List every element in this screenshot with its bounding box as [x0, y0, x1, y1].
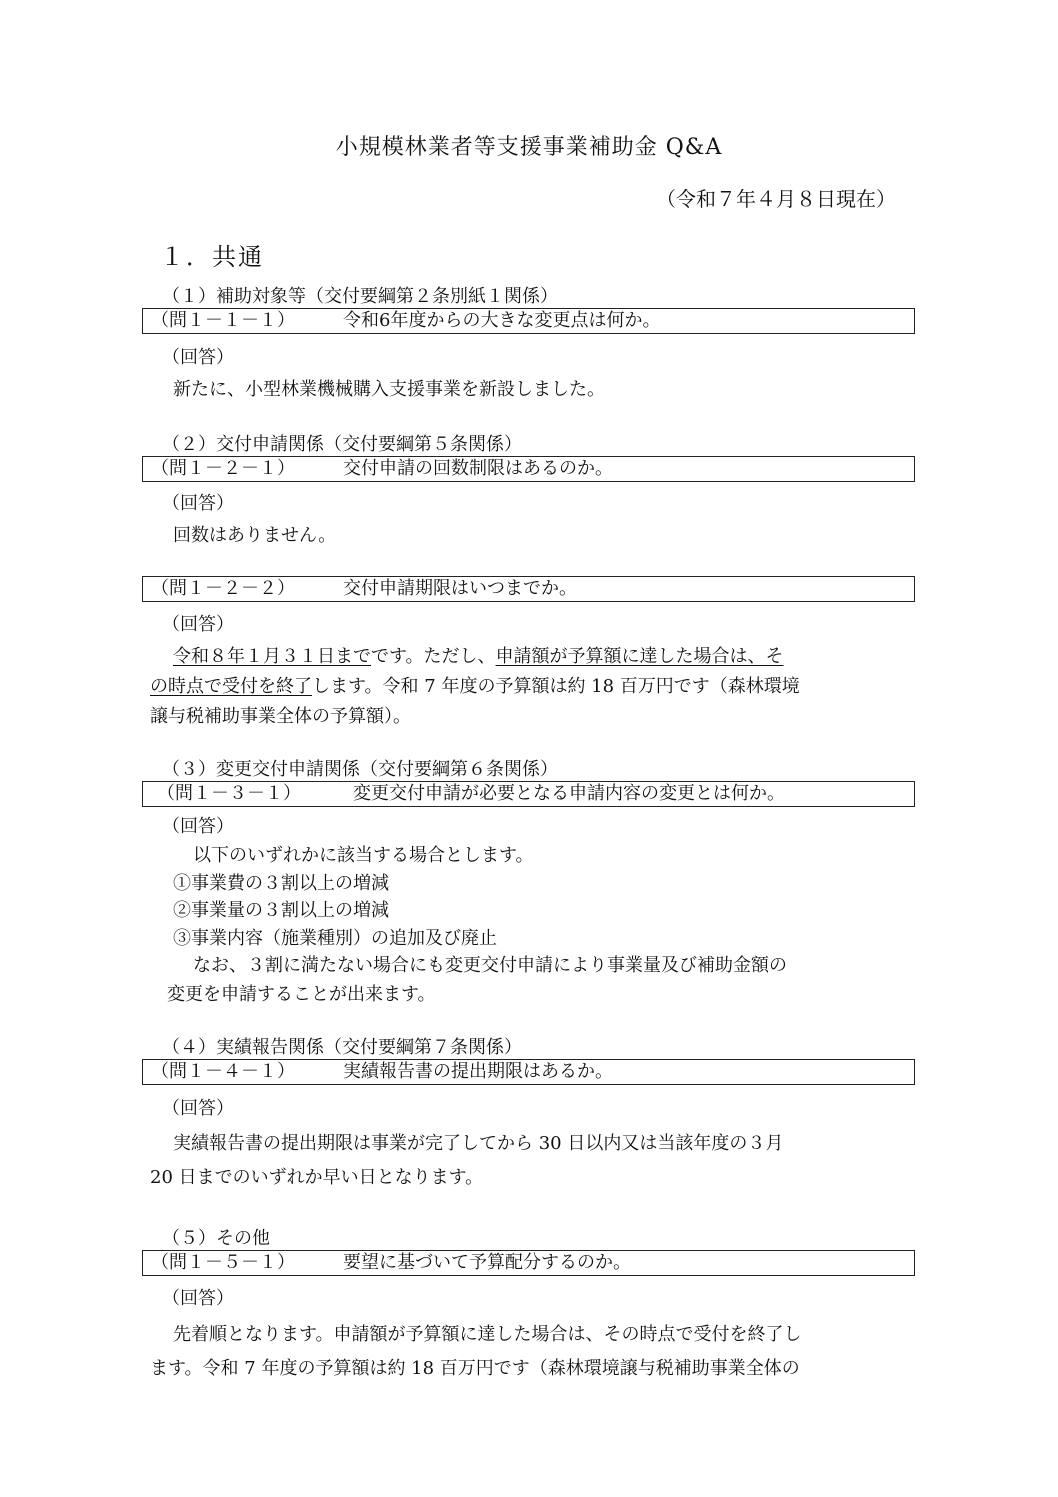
underlined-deadline: 令和８年１月３１日まで [173, 646, 371, 667]
question-box-1-3-1 [142, 781, 915, 807]
question-text: 実績報告書の提出期限はあるか。 [343, 1061, 613, 1082]
question-text: 令和6年度からの大きな変更点は何か。 [343, 310, 661, 331]
question-number: （問１－５－１） [151, 1252, 295, 1273]
underlined-budget-note: 申請額が予算額に達した場合は、そ [495, 646, 784, 667]
answer-text: 新たに、小型林業機械購入支援事業を新設しました。 [173, 379, 605, 400]
question-text: 変更交付申請が必要となる申請内容の変更とは何か。 [353, 783, 785, 804]
answer-item-2: ②事業量の３割以上の増減 [173, 900, 389, 921]
answer-label: （回答） [162, 493, 234, 514]
question-box-1-2-1 [142, 456, 915, 482]
answer-fragment: です。ただし、 [371, 646, 496, 667]
answer-label: （回答） [162, 1098, 234, 1119]
answer-text: 回数はありません。 [173, 525, 337, 546]
document-title: 小規模林業者等支援事業補助金 Q&A [335, 135, 723, 160]
question-box-1-4-1 [142, 1059, 915, 1085]
answer-label: （回答） [162, 1288, 234, 1309]
answer-fragment: します。令和 7 年度の予算額は約 18 百万円です（森林環境 [312, 676, 800, 697]
question-number: （問１－２－１） [151, 458, 295, 479]
question-text: 交付申請期限はいつまでか。 [343, 578, 577, 599]
question-box-1-2-2 [142, 576, 915, 602]
question-number: （問１－４－１） [151, 1061, 295, 1082]
question-number: （問１－１－１） [151, 310, 295, 331]
answer-label: （回答） [162, 347, 234, 368]
subsection-heading-5: （５）その他 [162, 1228, 270, 1249]
question-number: （問１－３－１） [157, 783, 301, 804]
answer-line-2: なお、３割に満たない場合にも変更交付申請により事業量及び補助金額の [193, 955, 787, 976]
document-date: （令和７年４月８日現在） [656, 187, 896, 211]
answer-line-3: 譲与税補助事業全体の予算額）。 [150, 706, 411, 727]
underlined-budget-note-cont: の時点で受付を終了 [150, 676, 312, 697]
subsection-heading-2: （２）交付申請関係（交付要綱第５条関係） [162, 434, 522, 455]
answer-line-2: 20 日までのいずれか早い日となります。 [150, 1167, 484, 1188]
answer-item-3: ③事業内容（施業種別）の追加及び廃止 [173, 928, 497, 949]
question-number: （問１－２－２） [151, 578, 295, 599]
subsection-heading-1: （１）補助対象等（交付要綱第２条別紙１関係） [162, 286, 558, 307]
answer-line-1: 実績報告書の提出期限は事業が完了してから 30 日以内又は当該年度の３月 [173, 1133, 784, 1154]
answer-line-1: 先着順となります。申請額が予算額に達した場合は、その時点で受付を終了し [173, 1324, 802, 1345]
subsection-heading-3: （３）変更交付申請関係（交付要綱第６条関係） [162, 759, 558, 780]
section-heading: １．共通 [160, 243, 264, 271]
answer-line-1 [173, 642, 784, 668]
question-text: 交付申請の回数制限はあるのか。 [343, 458, 613, 479]
question-box-1-1-1 [142, 308, 915, 334]
answer-item-1: ①事業費の３割以上の増減 [173, 873, 389, 894]
answer-line-3: 変更を申請することが出来ます。 [167, 984, 436, 1005]
question-text: 要望に基づいて予算配分するのか。 [343, 1252, 631, 1273]
subsection-heading-4: （４）実績報告関係（交付要綱第７条関係） [162, 1037, 522, 1058]
answer-line-1: 以下のいずれかに該当する場合とします。 [193, 845, 534, 866]
answer-line-2 [150, 672, 800, 698]
answer-label: （回答） [162, 614, 234, 635]
answer-label: （回答） [162, 816, 234, 837]
answer-line-2: ます。令和 7 年度の予算額は約 18 百万円です（森林環境譲与税補助事業全体の [150, 1358, 800, 1379]
question-box-1-5-1 [142, 1250, 915, 1276]
